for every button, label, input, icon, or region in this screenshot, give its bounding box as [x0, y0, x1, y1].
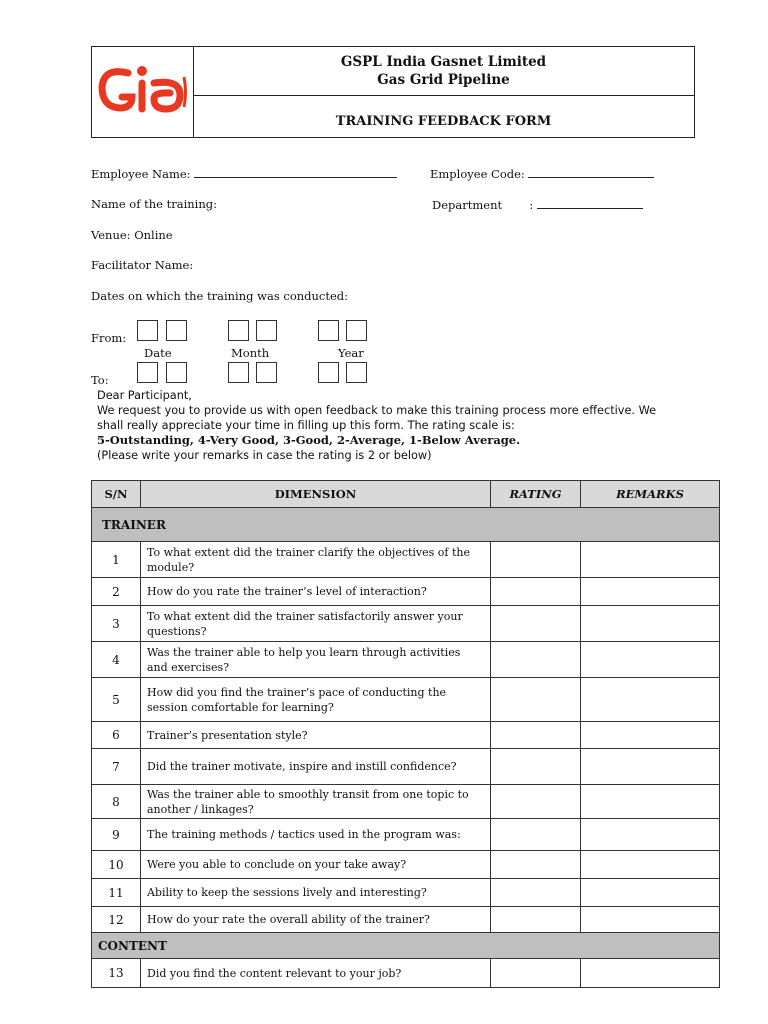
to-date-box-1[interactable]: [137, 362, 158, 383]
from-month-box-2[interactable]: [256, 320, 277, 341]
row-sn: 10: [92, 851, 141, 879]
to-month-box-2[interactable]: [256, 362, 277, 383]
row-rating-cell[interactable]: [491, 851, 581, 879]
row-rating-cell[interactable]: [491, 578, 581, 606]
row-sn: 6: [92, 722, 141, 749]
year-label: Year: [338, 346, 364, 360]
row-question: The training methods / tactics used in the program was:: [141, 819, 491, 851]
row-remarks-cell[interactable]: [581, 606, 720, 642]
from-year-box-2[interactable]: [346, 320, 367, 341]
row-sn: 11: [92, 879, 141, 907]
to-month-box-1[interactable]: [228, 362, 249, 383]
row-sn: 2: [92, 578, 141, 606]
company-name: GSPL India Gasnet Limited: [340, 54, 547, 70]
venue-text: Venue: Online: [91, 228, 173, 242]
dates-label: Dates on which the training was conducted:: [91, 289, 349, 303]
training-name-label: Name of the training:: [91, 197, 217, 211]
header-rating: RATING: [491, 481, 581, 508]
department-label: Department: [432, 198, 503, 212]
row-sn: 3: [92, 606, 141, 642]
row-sn: 8: [92, 785, 141, 819]
section-content-label: CONTENT: [92, 933, 720, 959]
employee-name-line[interactable]: [194, 166, 397, 178]
table-row: [92, 851, 720, 879]
from-date-box-1[interactable]: [137, 320, 158, 341]
table-header-row: [92, 481, 720, 508]
from-year-box-1[interactable]: [318, 320, 339, 341]
section-content: [92, 933, 720, 959]
row-sn: 9: [92, 819, 141, 851]
row-rating-cell[interactable]: [491, 542, 581, 578]
intro-line-2: shall really appreciate your time in filling up this form. The rating scale is:: [97, 419, 515, 432]
employee-code-label: Employee Code:: [430, 167, 525, 181]
facilitator-label: Facilitator Name:: [91, 258, 194, 272]
row-question: Was the trainer able to help you learn through activities and exercises?: [141, 642, 491, 678]
form-header: [91, 46, 695, 138]
row-sn: 12: [92, 907, 141, 933]
row-rating-cell[interactable]: [491, 959, 581, 988]
feedback-table: [91, 480, 720, 988]
row-sn: 5: [92, 678, 141, 722]
to-label: To:: [91, 373, 109, 387]
to-year-box-1[interactable]: [318, 362, 339, 383]
row-remarks-cell[interactable]: [581, 785, 720, 819]
remarks-note: (Please write your remarks in case the rating is 2 or below): [97, 449, 432, 462]
row-remarks-cell[interactable]: [581, 542, 720, 578]
intro-paragraph: [97, 388, 707, 463]
from-month-box-1[interactable]: [228, 320, 249, 341]
header-sn: S/N: [92, 481, 141, 508]
row-sn: 1: [92, 542, 141, 578]
row-remarks-cell[interactable]: [581, 722, 720, 749]
row-remarks-cell[interactable]: [581, 851, 720, 879]
row-sn: 13: [92, 959, 141, 988]
row-question: Did you find the content relevant to your job?: [141, 959, 491, 988]
row-question: Did the trainer motivate, inspire and instill confidence?: [141, 749, 491, 785]
from-label: From:: [91, 331, 127, 345]
department-line[interactable]: [537, 197, 643, 209]
table-row: [92, 959, 720, 988]
greeting: Dear Participant,: [97, 389, 192, 402]
header-remarks: REMARKS: [581, 481, 720, 508]
company-division: Gas Grid Pipeline: [377, 72, 510, 88]
table-row: [92, 606, 720, 642]
table-row: [92, 542, 720, 578]
rating-scale: 5-Outstanding, 4-Very Good, 3-Good, 2-Average, 1-Below Average.: [97, 433, 521, 447]
row-rating-cell[interactable]: [491, 879, 581, 907]
row-rating-cell[interactable]: [491, 749, 581, 785]
row-remarks-cell[interactable]: [581, 879, 720, 907]
row-question: To what extent did the trainer clarify the objectives of the module?: [141, 542, 491, 578]
row-remarks-cell[interactable]: [581, 678, 720, 722]
section-trainer-label: TRAINER: [92, 508, 720, 542]
row-remarks-cell[interactable]: [581, 749, 720, 785]
table-row: [92, 785, 720, 819]
to-date-box-2[interactable]: [166, 362, 187, 383]
row-question: How do your rate the overall ability of the trainer?: [141, 907, 491, 933]
row-remarks-cell[interactable]: [581, 959, 720, 988]
row-remarks-cell[interactable]: [581, 642, 720, 678]
table-row: [92, 749, 720, 785]
month-label: Month: [231, 346, 270, 360]
section-trainer: [92, 508, 720, 542]
row-question: Ability to keep the sessions lively and interesting?: [141, 879, 491, 907]
row-sn: 4: [92, 642, 141, 678]
table-row: [92, 819, 720, 851]
employee-name-label: Employee Name:: [91, 167, 191, 181]
employee-name-field[interactable]: [91, 166, 397, 181]
row-remarks-cell[interactable]: [581, 907, 720, 933]
row-rating-cell[interactable]: [491, 642, 581, 678]
row-question: To what extent did the trainer satisfactorily answer your questions?: [141, 606, 491, 642]
row-question: How do you rate the trainer’s level of interaction?: [141, 578, 491, 606]
date-label: Date: [144, 346, 172, 360]
table-row: [92, 642, 720, 678]
table-row: [92, 722, 720, 749]
form-title-cell: [193, 95, 694, 137]
row-question: Trainer’s presentation style?: [141, 722, 491, 749]
department-colon: :: [529, 198, 534, 212]
table-row: [92, 678, 720, 722]
row-rating-cell[interactable]: [491, 606, 581, 642]
row-remarks-cell[interactable]: [581, 819, 720, 851]
row-question: Were you able to conclude on your take away?: [141, 851, 491, 879]
row-rating-cell[interactable]: [491, 819, 581, 851]
row-rating-cell[interactable]: [491, 678, 581, 722]
row-sn: 7: [92, 749, 141, 785]
header-dimension: DIMENSION: [141, 481, 491, 508]
employee-code-line[interactable]: [528, 166, 654, 178]
row-rating-cell[interactable]: [491, 785, 581, 819]
to-year-box-2[interactable]: [346, 362, 367, 383]
logo-cell: [92, 47, 194, 137]
company-name-cell: [193, 47, 694, 96]
from-date-box-2[interactable]: [166, 320, 187, 341]
table-row: [92, 907, 720, 933]
row-question: Was the trainer able to smoothly transit from one topic to another / linkages?: [141, 785, 491, 819]
intro-line-1: We request you to provide us with open feedback to make this training process more effective. We: [97, 404, 657, 417]
row-question: How did you find the trainer’s pace of conducting the session comfortable for learning?: [141, 678, 491, 722]
company-logo-icon: [92, 47, 193, 137]
department-field[interactable]: [432, 197, 643, 212]
row-rating-cell[interactable]: [491, 722, 581, 749]
row-remarks-cell[interactable]: [581, 578, 720, 606]
row-rating-cell[interactable]: [491, 907, 581, 933]
table-row: [92, 578, 720, 606]
form-title: TRAINING FEEDBACK FORM: [335, 113, 552, 129]
table-row: [92, 879, 720, 907]
employee-code-field[interactable]: [430, 166, 654, 181]
